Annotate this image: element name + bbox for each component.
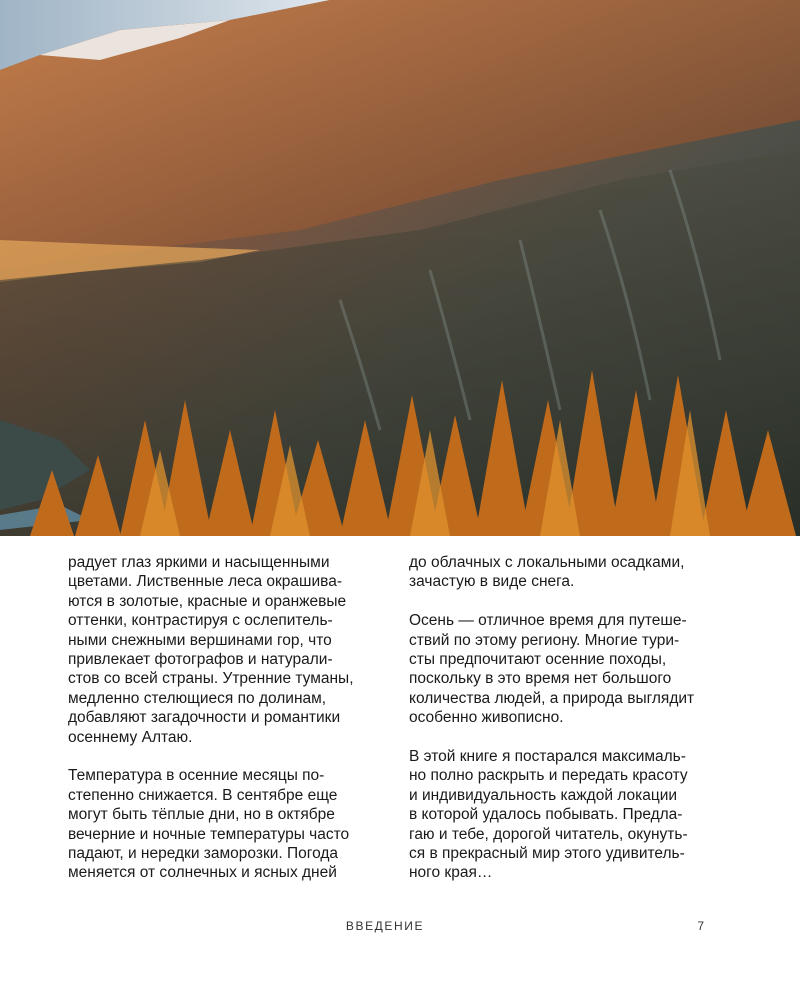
left-text-column bbox=[68, 553, 368, 883]
text-line: поскольку в это время нет большого bbox=[409, 670, 672, 688]
text-line: В этой книге я постарался максималь- bbox=[409, 748, 686, 766]
text-line: зачастую в виде снега. bbox=[409, 573, 575, 591]
text-line: ся в прекрасный мир этого удивитель- bbox=[409, 845, 685, 863]
paragraph bbox=[409, 747, 709, 883]
text-line: добавляют загадочности и романтики bbox=[68, 709, 341, 727]
text-line: падают, и нередки заморозки. Погода bbox=[68, 845, 339, 863]
right-text-column bbox=[409, 553, 709, 883]
text-line: и индивидуальность каждой локации bbox=[409, 786, 678, 804]
page-number: 7 bbox=[697, 919, 704, 933]
text-line: медленно стелющиеся по долинам, bbox=[68, 689, 327, 707]
paragraph bbox=[68, 766, 368, 882]
text-line: ными снежными вершинами гор, что bbox=[68, 631, 332, 649]
text-line: в которой удалось побывать. Предла- bbox=[409, 806, 683, 824]
text-line: ного края… bbox=[409, 864, 493, 882]
text-line: меняется от солнечных и ясных дней bbox=[68, 864, 337, 882]
text-line: степенно снижается. В сентябре еще bbox=[68, 786, 338, 804]
text-line: оттенки, контрастируя с ослепитель- bbox=[68, 612, 333, 630]
text-line: Осень — отличное время для путеше- bbox=[409, 612, 687, 630]
text-line: ствий по этому региону. Многие тури- bbox=[409, 631, 680, 649]
text-line: привлекает фотографов и натурали- bbox=[68, 651, 333, 669]
section-title: ВВЕДЕНИЕ bbox=[345, 919, 425, 933]
text-line: осеннему Алтаю. bbox=[68, 728, 193, 746]
text-line: но полно раскрыть и передать красоту bbox=[409, 767, 688, 785]
text-line: особенно живописно. bbox=[409, 709, 564, 727]
text-line: количества людей, а природа выглядит bbox=[409, 689, 695, 707]
text-line: стов со всей страны. Утренние туманы, bbox=[68, 670, 354, 688]
text-line: сты предпочитают осенние походы, bbox=[409, 651, 667, 669]
text-line: ются в золотые, красные и оранжевые bbox=[68, 592, 347, 610]
text-line: Температура в осенние месяцы по- bbox=[68, 767, 325, 785]
paragraph bbox=[68, 553, 368, 747]
paragraph bbox=[409, 553, 709, 592]
text-line: радует глаз яркими и насыщенными bbox=[68, 554, 330, 571]
text-line: вечерние и ночные температуры часто bbox=[68, 825, 350, 843]
paragraph bbox=[409, 611, 709, 727]
text-line: до облачных с локальными осадками, bbox=[409, 554, 685, 571]
text-line: цветами. Лиственные леса окрашива- bbox=[68, 573, 342, 591]
text-line: гаю и тебе, дорогой читатель, окунуть- bbox=[409, 825, 688, 843]
text-line: могут быть тёплые дни, но в октябре bbox=[68, 806, 335, 824]
